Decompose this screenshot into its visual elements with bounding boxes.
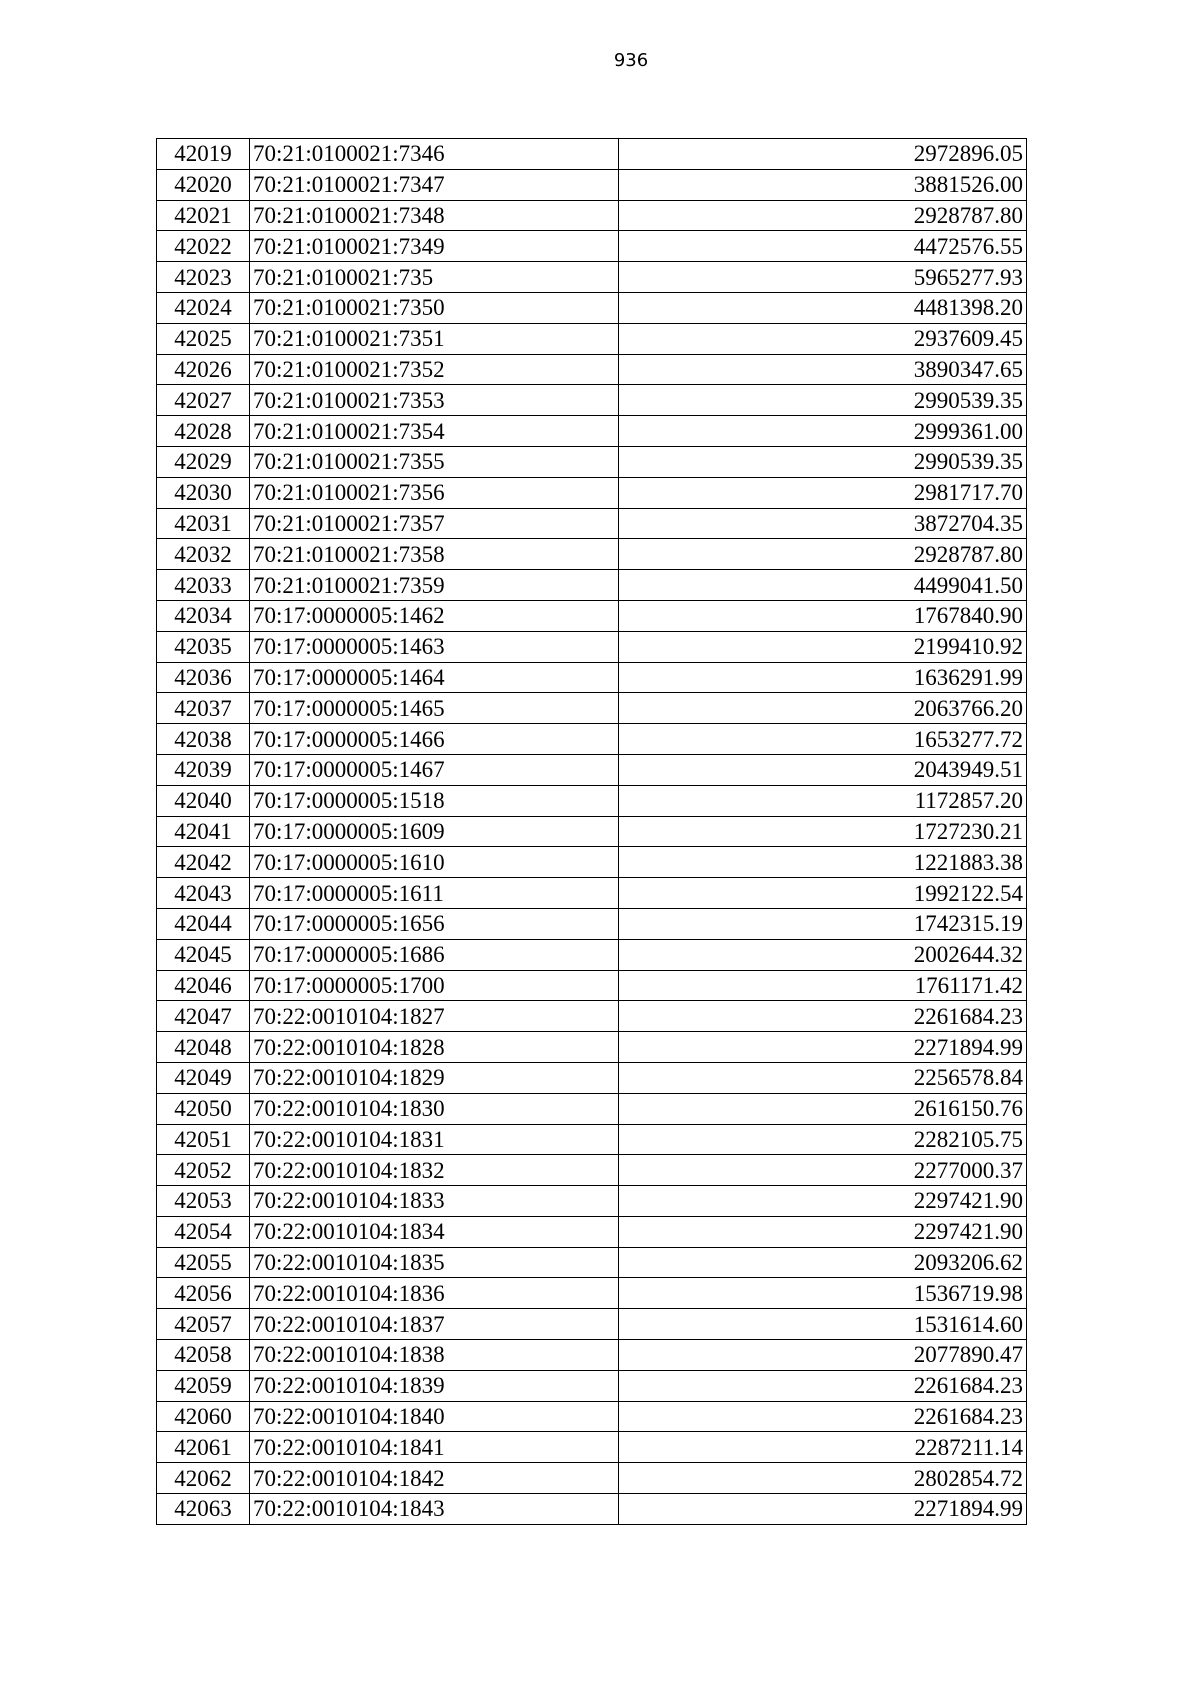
cadastral-value-cell: 2282105.75 — [619, 1124, 1027, 1155]
cadastral-value-cell: 2616150.76 — [619, 1093, 1027, 1124]
table-row — [157, 570, 1027, 601]
table-row — [157, 323, 1027, 354]
table-row — [157, 292, 1027, 323]
cadastral-value-cell: 2972896.05 — [619, 139, 1027, 170]
row-number-cell: 42021 — [157, 200, 250, 231]
page-number: 936 — [613, 50, 649, 71]
row-number-cell: 42020 — [157, 169, 250, 200]
cadastral-number-cell: 70:17:0000005:1700 — [250, 970, 619, 1001]
cadastral-number-cell: 70:22:0010104:1835 — [250, 1247, 619, 1278]
row-number-cell: 42046 — [157, 970, 250, 1001]
cadastral-value-cell: 2261684.23 — [619, 1401, 1027, 1432]
table-row — [157, 970, 1027, 1001]
cadastral-value-cell: 2077890.47 — [619, 1340, 1027, 1371]
table-row — [157, 847, 1027, 878]
cadastral-number-cell: 70:22:0010104:1833 — [250, 1186, 619, 1217]
cadastral-number-cell: 70:21:0100021:7356 — [250, 477, 619, 508]
cadastral-value-cell: 1531614.60 — [619, 1309, 1027, 1340]
cadastral-number-cell: 70:17:0000005:1686 — [250, 939, 619, 970]
table-row — [157, 1309, 1027, 1340]
table-row — [157, 600, 1027, 631]
table-row — [157, 1494, 1027, 1525]
cadastral-number-cell: 70:22:0010104:1842 — [250, 1463, 619, 1494]
row-number-cell: 42039 — [157, 754, 250, 785]
cadastral-number-cell: 70:22:0010104:1831 — [250, 1124, 619, 1155]
row-number-cell: 42060 — [157, 1401, 250, 1432]
cadastral-value-cell: 2271894.99 — [619, 1494, 1027, 1525]
table-row — [157, 1124, 1027, 1155]
row-number-cell: 42048 — [157, 1032, 250, 1063]
cadastral-number-cell: 70:21:0100021:7355 — [250, 446, 619, 477]
row-number-cell: 42030 — [157, 477, 250, 508]
row-number-cell: 42034 — [157, 600, 250, 631]
cadastral-value-cell: 2928787.80 — [619, 200, 1027, 231]
cadastral-number-cell: 70:21:0100021:7347 — [250, 169, 619, 200]
table-row — [157, 754, 1027, 785]
cadastral-number-cell: 70:22:0010104:1829 — [250, 1062, 619, 1093]
cadastral-value-cell: 1172857.20 — [619, 785, 1027, 816]
cadastral-number-cell: 70:17:0000005:1656 — [250, 908, 619, 939]
row-number-cell: 42061 — [157, 1432, 250, 1463]
row-number-cell: 42027 — [157, 385, 250, 416]
row-number-cell: 42045 — [157, 939, 250, 970]
table-row — [157, 816, 1027, 847]
row-number-cell: 42059 — [157, 1370, 250, 1401]
row-number-cell: 42023 — [157, 262, 250, 293]
row-number-cell: 42062 — [157, 1463, 250, 1494]
row-number-cell: 42026 — [157, 354, 250, 385]
cadastral-value-cell: 2297421.90 — [619, 1216, 1027, 1247]
table-row — [157, 908, 1027, 939]
cadastral-value-cell: 2002644.32 — [619, 939, 1027, 970]
table-row — [157, 1001, 1027, 1032]
table-row — [157, 878, 1027, 909]
table-row — [157, 939, 1027, 970]
cadastral-value-cell: 4481398.20 — [619, 292, 1027, 323]
row-number-cell: 42044 — [157, 908, 250, 939]
table-body — [157, 139, 1027, 1525]
cadastral-number-cell: 70:22:0010104:1843 — [250, 1494, 619, 1525]
cadastral-value-cell: 3881526.00 — [619, 169, 1027, 200]
cadastral-value-cell: 2261684.23 — [619, 1370, 1027, 1401]
cadastral-number-cell: 70:21:0100021:7349 — [250, 231, 619, 262]
cadastral-value-cell: 2287211.14 — [619, 1432, 1027, 1463]
row-number-cell: 42053 — [157, 1186, 250, 1217]
table-row — [157, 416, 1027, 447]
cadastral-value-cell: 2063766.20 — [619, 693, 1027, 724]
cadastral-value-cell: 1653277.72 — [619, 724, 1027, 755]
row-number-cell: 42052 — [157, 1155, 250, 1186]
table-row — [157, 1062, 1027, 1093]
cadastral-value-cell: 2928787.80 — [619, 539, 1027, 570]
table-row — [157, 1432, 1027, 1463]
table-row — [157, 169, 1027, 200]
cadastral-number-cell: 70:21:0100021:7359 — [250, 570, 619, 601]
table-row — [157, 539, 1027, 570]
cadastral-number-cell: 70:21:0100021:7354 — [250, 416, 619, 447]
table-row — [157, 1278, 1027, 1309]
cadastral-value-cell: 2981717.70 — [619, 477, 1027, 508]
row-number-cell: 42029 — [157, 446, 250, 477]
cadastral-number-cell: 70:17:0000005:1467 — [250, 754, 619, 785]
table-row — [157, 354, 1027, 385]
cadastral-number-cell: 70:22:0010104:1838 — [250, 1340, 619, 1371]
row-number-cell: 42022 — [157, 231, 250, 262]
cadastral-value-cell: 3872704.35 — [619, 508, 1027, 539]
cadastral-number-cell: 70:22:0010104:1832 — [250, 1155, 619, 1186]
row-number-cell: 42024 — [157, 292, 250, 323]
cadastral-number-cell: 70:22:0010104:1827 — [250, 1001, 619, 1032]
cadastral-number-cell: 70:21:0100021:735 — [250, 262, 619, 293]
cadastral-number-cell: 70:17:0000005:1462 — [250, 600, 619, 631]
cadastral-value-cell: 4472576.55 — [619, 231, 1027, 262]
table-row — [157, 385, 1027, 416]
cadastral-value-cell: 1992122.54 — [619, 878, 1027, 909]
cadastral-number-cell: 70:21:0100021:7346 — [250, 139, 619, 170]
cadastral-number-cell: 70:17:0000005:1611 — [250, 878, 619, 909]
cadastral-value-cell: 2277000.37 — [619, 1155, 1027, 1186]
cadastral-value-cell: 1727230.21 — [619, 816, 1027, 847]
table-row — [157, 1463, 1027, 1494]
row-number-cell: 42057 — [157, 1309, 250, 1340]
table-row — [157, 631, 1027, 662]
table-row — [157, 693, 1027, 724]
row-number-cell: 42051 — [157, 1124, 250, 1155]
table-row — [157, 262, 1027, 293]
table-row — [157, 1032, 1027, 1063]
cadastral-number-cell: 70:22:0010104:1840 — [250, 1401, 619, 1432]
table-row — [157, 724, 1027, 755]
table-row — [157, 477, 1027, 508]
table-row — [157, 1401, 1027, 1432]
cadastral-number-cell: 70:17:0000005:1609 — [250, 816, 619, 847]
table-row — [157, 1186, 1027, 1217]
cadastral-number-cell: 70:22:0010104:1828 — [250, 1032, 619, 1063]
cadastral-value-cell: 2990539.35 — [619, 446, 1027, 477]
cadastral-value-cell: 2261684.23 — [619, 1001, 1027, 1032]
cadastral-number-cell: 70:17:0000005:1463 — [250, 631, 619, 662]
cadastral-number-cell: 70:17:0000005:1466 — [250, 724, 619, 755]
cadastral-number-cell: 70:17:0000005:1518 — [250, 785, 619, 816]
cadastral-value-cell: 2297421.90 — [619, 1186, 1027, 1217]
cadastral-value-cell: 3890347.65 — [619, 354, 1027, 385]
table-row — [157, 200, 1027, 231]
cadastral-value-cell: 2937609.45 — [619, 323, 1027, 354]
row-number-cell: 42019 — [157, 139, 250, 170]
cadastral-number-cell: 70:21:0100021:7358 — [250, 539, 619, 570]
cadastral-value-cell: 1767840.90 — [619, 600, 1027, 631]
cadastral-number-cell: 70:22:0010104:1841 — [250, 1432, 619, 1463]
row-number-cell: 42038 — [157, 724, 250, 755]
cadastral-value-cell: 2256578.84 — [619, 1062, 1027, 1093]
cadastral-value-cell: 2802854.72 — [619, 1463, 1027, 1494]
cadastral-number-cell: 70:17:0000005:1610 — [250, 847, 619, 878]
cadastral-number-cell: 70:22:0010104:1837 — [250, 1309, 619, 1340]
row-number-cell: 42043 — [157, 878, 250, 909]
table-row — [157, 785, 1027, 816]
cadastral-value-cell: 2990539.35 — [619, 385, 1027, 416]
cadastral-value-cell: 1536719.98 — [619, 1278, 1027, 1309]
table-row — [157, 1247, 1027, 1278]
cadastral-number-cell: 70:21:0100021:7352 — [250, 354, 619, 385]
cadastral-number-cell: 70:21:0100021:7350 — [250, 292, 619, 323]
row-number-cell: 42049 — [157, 1062, 250, 1093]
row-number-cell: 42050 — [157, 1093, 250, 1124]
row-number-cell: 42031 — [157, 508, 250, 539]
table-row — [157, 1155, 1027, 1186]
cadastral-value-cell: 1761171.42 — [619, 970, 1027, 1001]
table-row — [157, 139, 1027, 170]
cadastral-number-cell: 70:22:0010104:1830 — [250, 1093, 619, 1124]
row-number-cell: 42025 — [157, 323, 250, 354]
cadastral-value-cell: 2043949.51 — [619, 754, 1027, 785]
cadastral-value-table — [156, 138, 1027, 1525]
cadastral-value-cell: 5965277.93 — [619, 262, 1027, 293]
row-number-cell: 42040 — [157, 785, 250, 816]
cadastral-number-cell: 70:21:0100021:7357 — [250, 508, 619, 539]
row-number-cell: 42055 — [157, 1247, 250, 1278]
table-row — [157, 508, 1027, 539]
row-number-cell: 42054 — [157, 1216, 250, 1247]
cadastral-number-cell: 70:21:0100021:7351 — [250, 323, 619, 354]
cadastral-value-cell: 2271894.99 — [619, 1032, 1027, 1063]
table-row — [157, 1340, 1027, 1371]
row-number-cell: 42028 — [157, 416, 250, 447]
cadastral-number-cell: 70:21:0100021:7348 — [250, 200, 619, 231]
cadastral-value-cell: 1742315.19 — [619, 908, 1027, 939]
cadastral-value-cell: 4499041.50 — [619, 570, 1027, 601]
table-row — [157, 446, 1027, 477]
table-row — [157, 1370, 1027, 1401]
cadastral-value-cell: 1221883.38 — [619, 847, 1027, 878]
table-row — [157, 1216, 1027, 1247]
cadastral-value-cell: 2093206.62 — [619, 1247, 1027, 1278]
row-number-cell: 42047 — [157, 1001, 250, 1032]
row-number-cell: 42058 — [157, 1340, 250, 1371]
table-row — [157, 1093, 1027, 1124]
cadastral-number-cell: 70:17:0000005:1464 — [250, 662, 619, 693]
row-number-cell: 42032 — [157, 539, 250, 570]
row-number-cell: 42036 — [157, 662, 250, 693]
table-row — [157, 662, 1027, 693]
row-number-cell: 42037 — [157, 693, 250, 724]
row-number-cell: 42056 — [157, 1278, 250, 1309]
cadastral-number-cell: 70:17:0000005:1465 — [250, 693, 619, 724]
cadastral-value-cell: 2199410.92 — [619, 631, 1027, 662]
row-number-cell: 42035 — [157, 631, 250, 662]
cadastral-number-cell: 70:22:0010104:1834 — [250, 1216, 619, 1247]
table-row — [157, 231, 1027, 262]
row-number-cell: 42033 — [157, 570, 250, 601]
row-number-cell: 42041 — [157, 816, 250, 847]
cadastral-value-cell: 1636291.99 — [619, 662, 1027, 693]
cadastral-number-cell: 70:22:0010104:1839 — [250, 1370, 619, 1401]
cadastral-number-cell: 70:22:0010104:1836 — [250, 1278, 619, 1309]
row-number-cell: 42042 — [157, 847, 250, 878]
row-number-cell: 42063 — [157, 1494, 250, 1525]
cadastral-number-cell: 70:21:0100021:7353 — [250, 385, 619, 416]
cadastral-value-cell: 2999361.00 — [619, 416, 1027, 447]
